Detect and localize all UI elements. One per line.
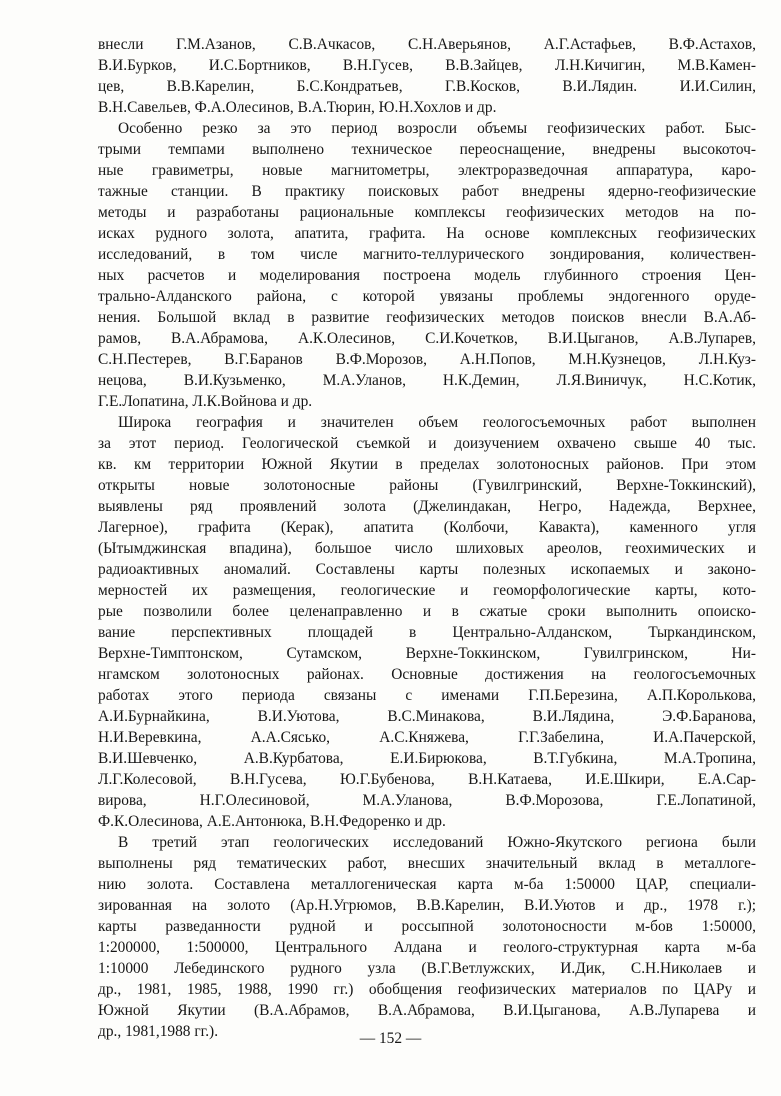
text-line: работах этого периода связаны с именами Г.П.Березина, А.П.Королькова, bbox=[98, 687, 756, 704]
text-line: Особенно резко за это период возросли объемы геофизических работ. Быс- bbox=[118, 120, 756, 137]
text-line: нецова, В.И.Кузьменко, М.А.Уланов, Н.К.Демин, Л.Я.Виничук, Н.С.Котик, bbox=[98, 372, 756, 389]
text-line: Верхне-Тимптонском, Сутамском, Верхне-Токкинском, Гувилгринском, Ни- bbox=[98, 645, 756, 662]
text-line: цев, В.В.Карелин, Б.С.Кондратьев, Г.В.Косков, В.И.Лядин. И.И.Силин, bbox=[98, 78, 756, 95]
text-line: радиоактивных аномалий. Составлены карты полезных ископаемых и законо- bbox=[98, 561, 756, 578]
text-line: 1:10000 Лебединского рудного узла (В.Г.Ветлужских, И.Дик, С.Н.Николаев и bbox=[98, 960, 756, 977]
text-line: А.И.Бурнайкина, В.И.Уютова, В.С.Минакова, В.И.Лядина, Э.Ф.Баранова, bbox=[98, 708, 756, 725]
text-line: тажные станции. В практику поисковых работ внедрены ядерно-геофизические bbox=[98, 183, 756, 200]
text-line: трыми темпами выполнено техническое переоснащение, внедрены высокоточ- bbox=[98, 141, 756, 158]
text-line: Лагерное), графита (Керак), апатита (Колбочи, Кавакта), каменного угля bbox=[98, 519, 756, 536]
paragraph-2 bbox=[98, 118, 756, 412]
text-line: трально-Алданского района, с которой увязаны проблемы эндогенного оруде- bbox=[98, 288, 756, 305]
text-line: др., 1981, 1985, 1988, 1990 гг.) обобщения геофизических материалов по ЦАРу и bbox=[98, 981, 756, 998]
paragraph-1 bbox=[98, 34, 756, 118]
text-line: внесли Г.М.Азанов, С.В.Ачкасов, С.Н.Аверьянов, А.Г.Астафьев, В.Ф.Астахов, bbox=[98, 36, 756, 53]
text-line: 1:200000, 1:500000, Центрального Алдана и геолого-структурная карта м-ба bbox=[98, 939, 756, 956]
paragraph-4 bbox=[98, 832, 756, 1042]
text-line: др., 1981,1988 гг.). bbox=[98, 1023, 219, 1040]
text-line: выявлены ряд проявлений золота (Джелиндакан, Негро, Надежда, Верхнее, bbox=[98, 498, 756, 515]
paragraph-3 bbox=[98, 412, 756, 832]
text-line: мерностей их размещения, геологические и геоморфологические карты, кото- bbox=[98, 582, 756, 599]
text-line: рамов, В.А.Абрамова, А.К.Олесинов, С.И.Кочетков, В.И.Цыганов, А.В.Лупарев, bbox=[98, 330, 756, 347]
text-line: (Ытымджинская впадина), большое число шлиховых ареолов, геохимических и bbox=[98, 540, 756, 557]
text-line: Ф.К.Олесинова, А.Е.Антонюка, В.Н.Федоренко и др. bbox=[98, 813, 446, 830]
text-line: В.И.Шевченко, А.В.Курбатова, Е.И.Бирюкова, В.Т.Губкина, М.А.Тропина, bbox=[98, 750, 756, 767]
text-line: нгамском золотоносных районах. Основные достижения на геологосъемочных bbox=[98, 666, 756, 683]
text-line: нию золота. Составлена металлогеническая карта м-ба 1:50000 ЦАР, специали- bbox=[98, 876, 756, 893]
text-line: вирова, Н.Г.Олесиновой, М.А.Уланова, В.Ф.Морозова, Г.Е.Лопатиной, bbox=[98, 792, 756, 809]
text-line: В.И.Бурков, И.С.Бортников, В.Н.Гусев, В.В.Зайцев, Л.Н.Кичигин, М.В.Камен- bbox=[98, 57, 756, 74]
text-line: за этот период. Геологической съемкой и доизучением охвачено свыше 40 тыс. bbox=[98, 435, 756, 452]
text-line: методы и разработаны рациональные комплексы геофизических методов на по- bbox=[98, 204, 756, 221]
text-line: открыты новые золотоносные районы (Гувилгринский, Верхне-Токкинский), bbox=[98, 477, 756, 494]
text-line: Г.Е.Лопатина, Л.К.Войнова и др. bbox=[98, 393, 313, 410]
text-line: рые позволили более целенаправленно и в сжатые сроки выполнить опоиско- bbox=[98, 603, 756, 620]
text-line: В третий этап геологических исследований Южно-Якутского региона были bbox=[118, 834, 756, 851]
text-line: ных расчетов и моделирования построена модель глубинного строения Цен- bbox=[98, 267, 756, 284]
text-line: ные гравиметры, новые магнитометры, электроразведочная аппаратура, каро- bbox=[98, 162, 756, 179]
text-line: вание перспективных площадей в Центрально-Алданском, Тыркандинском, bbox=[98, 624, 756, 641]
text-line: исках рудного золота, апатита, графита. На основе комплексных геофизических bbox=[98, 225, 756, 242]
text-line: исследований, в том числе магнито-теллурического зондирования, количествен- bbox=[98, 246, 756, 263]
text-line: Южной Якутии (В.А.Абрамов, В.А.Абрамова, В.И.Цыганова, А.В.Лупарева и bbox=[98, 1002, 756, 1019]
text-line: Н.И.Веревкина, А.А.Сясько, А.С.Княжева, Г.Г.Забелина, И.А.Пачерской, bbox=[98, 729, 756, 746]
text-line: Широка география и значителен объем геологосъемочных работ выполнен bbox=[118, 414, 756, 431]
text-line: зированная на золото (Ар.Н.Угрюмов, В.В.Карелин, В.И.Уютов и др., 1978 г.); bbox=[98, 897, 756, 914]
text-line: карты разведанности рудной и россыпной золотоносности м-бов 1:50000, bbox=[98, 918, 756, 935]
text-line: нения. Большой вклад в развитие геофизических методов поисков внесли В.А.Аб- bbox=[98, 309, 756, 326]
text-line: кв. км территории Южной Якутии в пределах золотоносных районов. При этом bbox=[98, 456, 756, 473]
page-number: — 152 — bbox=[359, 1030, 422, 1047]
text-line: выполнены ряд тематических работ, внесших значительный вклад в металлоге- bbox=[98, 855, 756, 872]
body-text bbox=[98, 34, 756, 1042]
text-line: С.Н.Пестерев, В.Г.Баранов В.Ф.Морозов, А.Н.Попов, М.Н.Кузнецов, Л.Н.Куз- bbox=[98, 351, 756, 368]
text-line: В.Н.Савельев, Ф.А.Олесинов, В.А.Тюрин, Ю.Н.Хохлов и др. bbox=[98, 99, 497, 116]
text-line: Л.Г.Колесовой, В.Н.Гусева, Ю.Г.Бубенова, В.Н.Катаева, И.Е.Шкири, Е.А.Сар- bbox=[98, 771, 756, 788]
